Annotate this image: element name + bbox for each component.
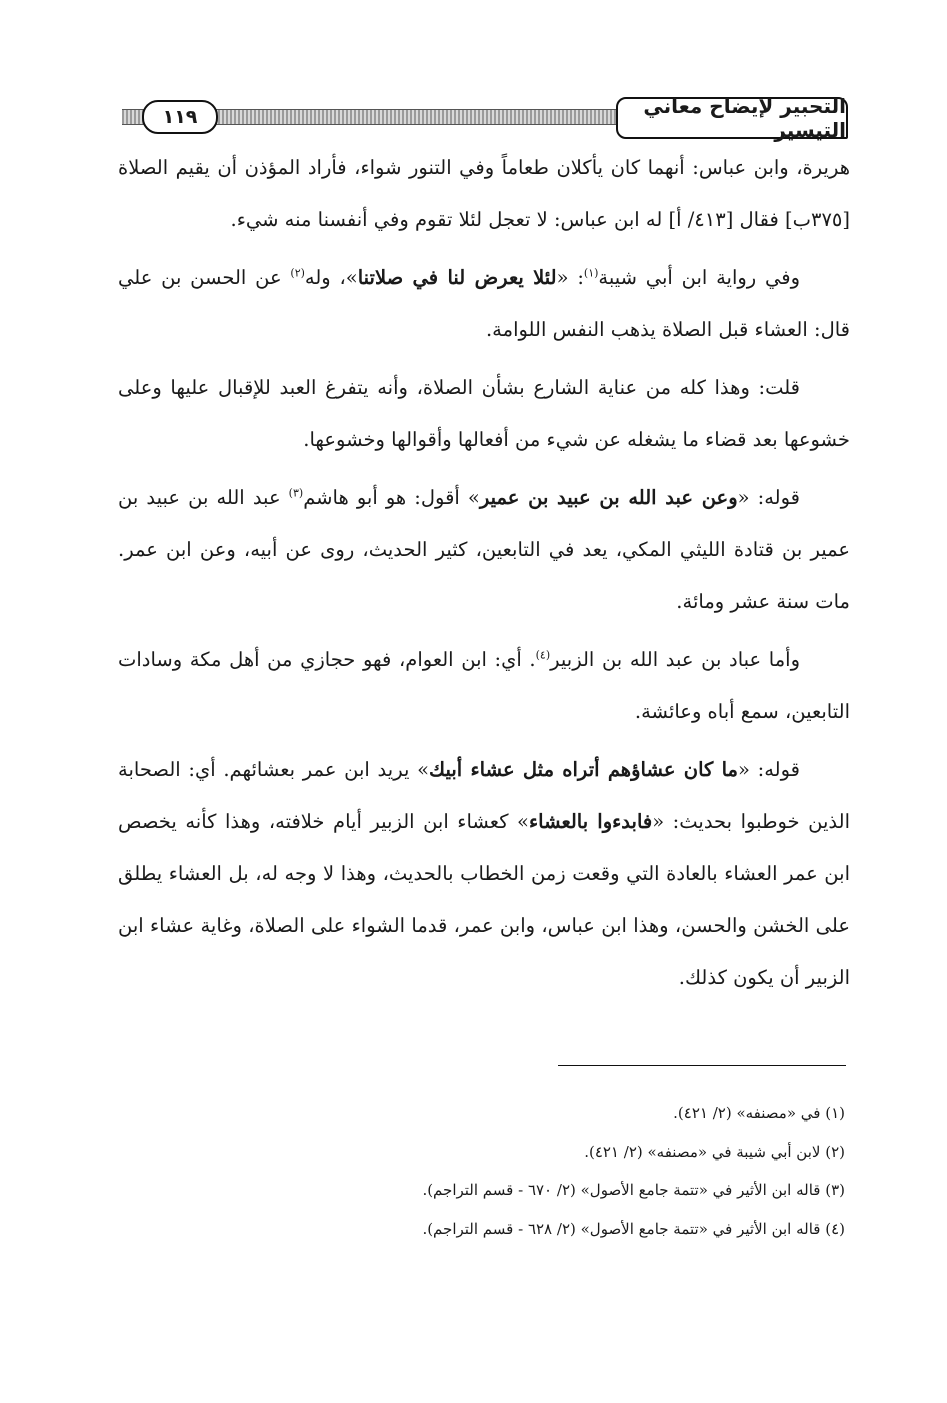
footnote-reference: (٢)	[290, 266, 305, 280]
footnote-4: (٤) قاله ابن الأثير في «تتمة جامع الأصول» (٢/ ٦٢٨ - قسم التراجم).	[422, 1219, 845, 1238]
footnote-reference: (٤)	[535, 648, 551, 662]
paragraph-p5	[118, 634, 850, 738]
text-run: قوله: «	[737, 486, 800, 509]
text-run: هريرة، وابن عباس: أنهما كان يأكلان طعاماً وفي التنور شواء، فأراد المؤذن أن يقيم الصلاة [٣٧٥ب] فقال [٤١٣/ أ] له ابن عباس: لا تعجل لئلا تقوم وفي أنفسنا منه شيء.	[118, 156, 850, 231]
text-run: وأما عباد بن عبد الله بن الزبير	[550, 648, 801, 671]
paragraph-p4	[118, 472, 850, 628]
paragraph-p2	[118, 252, 850, 356]
text-run: » يريد ابن عمر بعشائهم. أي: الصحابة الذين خوطبوا بحديث: «	[118, 758, 850, 833]
text-run: » أقول: هو أبو هاشم	[303, 486, 480, 509]
footnote-3: (٣) قاله ابن الأثير في «تتمة جامع الأصول» (٢/ ٦٧٠ - قسم التراجم).	[422, 1181, 845, 1199]
running-header	[122, 94, 848, 142]
quoted-hadith-text: ما كان عشاؤهم أتراه مثل عشاء أبيك	[429, 758, 738, 781]
book-title: التحبير لإيضاح معاني التيسير	[616, 97, 848, 139]
paragraph-p1	[118, 142, 850, 246]
text-run: وفي رواية ابن أبي شيبة	[598, 266, 800, 289]
text-run: . أي: ابن العوام، فهو حجازي من أهل مكة وسادات التابعين، سمع أباه وعائشة.	[118, 648, 850, 723]
footnote-1: (١) في «مصنفه» (٢/ ٤٢١).	[673, 1104, 845, 1122]
text-run: قوله: «	[738, 758, 800, 781]
text-run: » كعشاء ابن الزبير أيام خلافته، وهذا كأنه يخصص ابن عمر العشاء بالعادة التي وقعت زمن الخطاب بالحديث، وهذا لا وجه له، بل العشاء يطلق على الخشن والحسن، وهذا ابن عباس، وابن عمر، قدما الشواء على الصلاة، وغاية عشاء ابن الزبير أن يكون كذلك.	[118, 810, 850, 989]
text-run: قلت: وهذا كله من عناية الشارع بشأن الصلاة، وأنه يتفرغ العبد للإقبال عليها وعلى خشوعها بعد قضاء ما يشغله عن شيء من أفعالها وأقوالها وخشوعها.	[118, 376, 850, 451]
main-text	[118, 142, 850, 1010]
page-number: ١١٩	[142, 100, 218, 134]
quoted-hadith-text: لئلا يعرض لنا في صلاتنا	[357, 266, 557, 289]
paragraph-p6	[118, 744, 850, 1004]
text-run: : «	[556, 266, 584, 289]
footnote-2: (٢) لابن أبي شيبة في «مصنفه» (٢/ ٤٢١).	[584, 1142, 845, 1161]
quoted-hadith-text: فابدءوا بالعشاء	[528, 810, 653, 833]
text-run: عن الحسن بن علي قال: العشاء قبل الصلاة يذهب النفس اللوامة.	[118, 266, 850, 341]
paragraph-p3	[118, 362, 850, 466]
quoted-hadith-text: وعن عبد الله بن عبيد بن عمير	[479, 486, 738, 509]
text-run: عبد الله بن عبيد بن عمير بن قتادة الليثي المكي، يعد في التابعين، كثير الحديث، روى عن أبيه، وعن ابن عمر. مات سنة عشر ومائة.	[118, 486, 850, 613]
footnote-reference: (١)	[583, 266, 599, 280]
text-run: »، وله	[304, 266, 358, 289]
footnote-separator	[558, 1065, 846, 1066]
footnote-reference: (٣)	[288, 486, 304, 500]
footnotes	[300, 1094, 845, 1248]
